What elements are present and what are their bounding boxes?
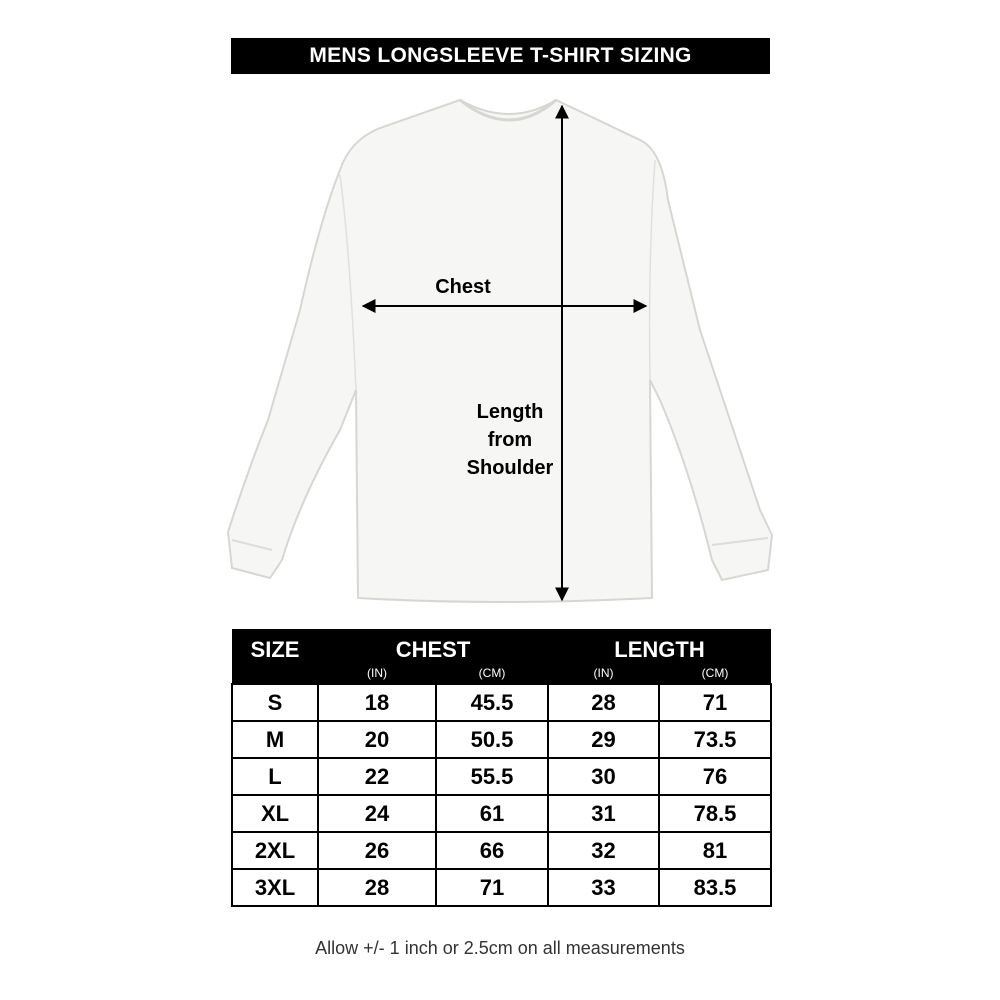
length-in-cell: 30 (548, 758, 659, 795)
size-cell: XL (232, 795, 318, 832)
size-column-header: SIZE (232, 629, 318, 663)
chest-label: Chest (435, 276, 491, 298)
length-label-line: Shoulder (466, 457, 554, 479)
chest-in-unit: (IN) (318, 663, 436, 684)
chest-cm-cell: 66 (436, 832, 548, 869)
chest-in-cell: 28 (318, 869, 436, 906)
size-cell: 3XL (232, 869, 318, 906)
length-cm-unit: (CM) (659, 663, 771, 684)
length-in-cell: 28 (548, 684, 659, 721)
chest-in-cell: 20 (318, 721, 436, 758)
length-in-cell: 29 (548, 721, 659, 758)
chest-in-cell: 26 (318, 832, 436, 869)
table-row (232, 684, 771, 721)
size-unit-cell (232, 663, 318, 684)
length-label (440, 398, 580, 482)
length-in-unit: (IN) (548, 663, 659, 684)
tshirt-shape (228, 100, 772, 602)
length-in-cell: 31 (548, 795, 659, 832)
length-label-line: Length (476, 401, 544, 423)
length-in-cell: 33 (548, 869, 659, 906)
chest-in-cell: 22 (318, 758, 436, 795)
size-table (231, 629, 772, 907)
chest-in-cell: 18 (318, 684, 436, 721)
chest-cm-cell: 45.5 (436, 684, 548, 721)
chest-cm-unit: (CM) (436, 663, 548, 684)
length-cm-cell: 81 (659, 832, 771, 869)
length-label-line: from (487, 429, 533, 451)
chest-cm-cell: 71 (436, 869, 548, 906)
chest-column-header: CHEST (318, 629, 548, 663)
table-row (232, 869, 771, 906)
length-cm-cell: 78.5 (659, 795, 771, 832)
table-row (232, 721, 771, 758)
size-cell: S (232, 684, 318, 721)
chest-in-cell: 24 (318, 795, 436, 832)
length-cm-cell: 73.5 (659, 721, 771, 758)
table-row (232, 795, 771, 832)
chest-cm-cell: 50.5 (436, 721, 548, 758)
size-cell: 2XL (232, 832, 318, 869)
length-cm-cell: 76 (659, 758, 771, 795)
page-title: MENS LONGSLEEVE T-SHIRT SIZING (231, 38, 770, 74)
length-in-cell: 32 (548, 832, 659, 869)
chest-cm-cell: 55.5 (436, 758, 548, 795)
size-cell: L (232, 758, 318, 795)
table-row (232, 758, 771, 795)
length-cm-cell: 71 (659, 684, 771, 721)
size-cell: M (232, 721, 318, 758)
measurement-footnote: Allow +/- 1 inch or 2.5cm on all measurements (315, 938, 685, 958)
length-column-header: LENGTH (548, 629, 771, 663)
length-cm-cell: 83.5 (659, 869, 771, 906)
chest-cm-cell: 61 (436, 795, 548, 832)
table-row (232, 832, 771, 869)
